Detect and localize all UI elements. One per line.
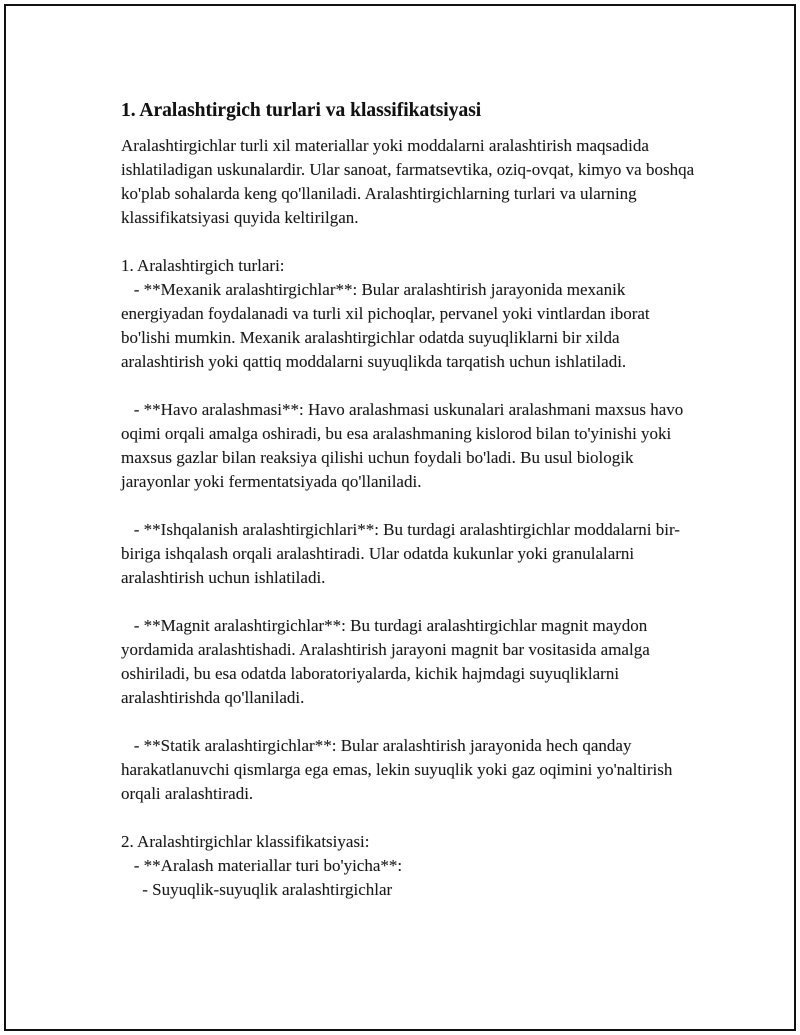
spacer bbox=[121, 806, 701, 830]
type-magnit: - **Magnit aralashtirgichlar**: Bu turdagi aralashtirgichlar magnit maydon yordamida aralashtishadi. Aralashtirish jarayoni magnit bar vositasida amalga oshiriladi, bu esa odatda laboratoriyalarda, kichik hajmdagi suyuqliklarni aralashtirishda qo'llaniladi. bbox=[121, 616, 654, 707]
section1-heading: 1. Aralashtirgich turlari: bbox=[121, 256, 285, 275]
spacer bbox=[121, 494, 701, 518]
spacer bbox=[121, 710, 701, 734]
document-title: 1. Aralashtirgich turlari va klassifikatsiyasi bbox=[121, 100, 482, 121]
type-statik: - **Statik aralashtirgichlar**: Bular aralashtirish jarayonida hech qanday harakatlanuvchi qismlarga ega emas, lekin suyuqlik yoki gaz oqimini yo'naltirish orqali aralashtiradi. bbox=[121, 736, 677, 803]
spacer bbox=[121, 374, 701, 398]
type-ishqalanish: - **Ishqalanish aralashtirgichlari**: Bu turdagi aralashtirgichlar moddalarni bir-biriga ishqalash orqali aralashtiradi. Ular odatda kukunlar yoki granulalarni aralashtirish uchun ishlatiladi. bbox=[121, 520, 680, 587]
spacer bbox=[121, 590, 701, 614]
spacer bbox=[121, 230, 701, 254]
section2-heading: 2. Aralashtirgichlar klassifikatsiyasi: bbox=[121, 832, 370, 851]
section2-list-item: - Suyuqlik-suyuqlik aralashtirgichlar bbox=[121, 880, 393, 899]
type-havo: - **Havo aralashmasi**: Havo aralashmasi uskunalari aralashmani maxsus havo oqimi orqali amalga oshiradi, bu esa aralashmaning kislorod bilan to'yinishi yoki maxsus gazlar bilan reaksiya qilishi uchun foydali bo'ladi. Bu usul biologik jarayonlar yoki fermentatsiyada qo'llaniladi. bbox=[121, 400, 688, 491]
document-page bbox=[4, 4, 796, 1031]
section2-subheading: - **Aralash materiallar turi bo'yicha**: bbox=[121, 856, 403, 875]
intro-paragraph: Aralashtirgichlar turli xil materiallar yoki moddalarni aralashtirish maqsadida ishlatiladigan uskunalardir. Ular sanoat, farmatsevtika, oziq-ovqat, kimyo va boshqa ko'plab sohalarda keng qo'llaniladi. Aralashtirgichlarning turlari va ularning klassifikatsiyasi quyida keltirilgan. bbox=[121, 136, 699, 227]
type-mexanik: - **Mexanik aralashtirgichlar**: Bular aralashtirish jarayonida mexanik energiyadan foydalanadi va turli xil pichoqlar, pervanel yoki vintlardan iborat bo'lishi mumkin. Mexanik aralashtirgichlar odatda suyuqliklarni bir xilda aralashtirish yoki qattiq moddalarni suyuqlikda tarqatish uchun ishlatiladi. bbox=[121, 280, 654, 371]
document-body bbox=[121, 98, 701, 902]
